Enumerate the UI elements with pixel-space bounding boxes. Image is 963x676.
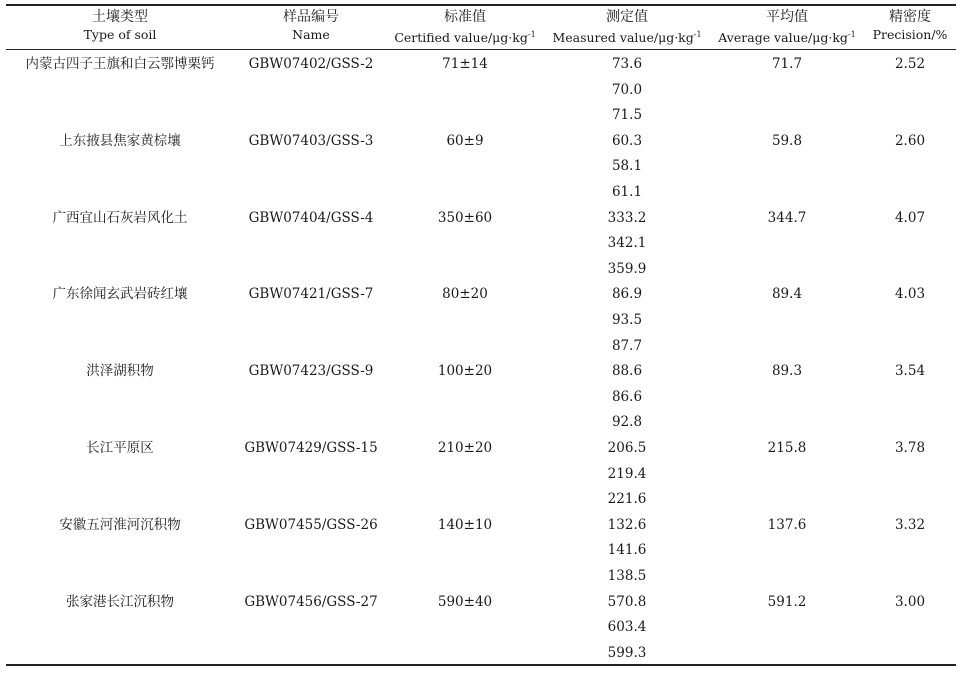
measured-value-cell: 93.5 <box>611 312 643 328</box>
table-top-rule <box>6 4 956 6</box>
measured-value-cell: 58.1 <box>611 158 643 175</box>
soil-type-cell: 洪泽湖积物 <box>86 363 154 380</box>
measured-value-cell: 342.1 <box>607 235 647 252</box>
measured-value-cell: 221.6 <box>607 491 647 508</box>
col-header-precision <box>873 8 948 43</box>
measured-value-cell: 70.0 <box>611 81 643 98</box>
precision-cell: 2.60 <box>894 132 926 149</box>
header-cn-label: 精密度 <box>889 9 931 25</box>
header-cn-label: 样品编号 <box>283 9 339 25</box>
col-header-certified-value <box>394 8 535 46</box>
header-unit-exponent: -1 <box>527 30 536 39</box>
sample-name-cell: GBW07455/GSS-26 <box>244 516 378 533</box>
precision-cell: 3.00 <box>894 593 926 610</box>
precision-cell: 3.54 <box>894 363 926 380</box>
col-header-soil-type <box>84 8 157 43</box>
average-value-cell: 344.7 <box>767 209 807 226</box>
average-value-cell: 59.8 <box>771 132 803 149</box>
measured-value-cell: 73.6 <box>611 56 643 72</box>
col-header-sample-name <box>283 8 339 43</box>
sample-name-cell: GBW07423/GSS-9 <box>248 363 374 380</box>
header-cn-label: 土壤类型 <box>92 9 148 25</box>
precision-cell: 4.03 <box>894 286 926 303</box>
header-cn-label: 标准值 <box>444 9 486 25</box>
soil-type-cell: 广东徐闻玄武岩砖红壤 <box>52 286 188 303</box>
header-unit-exponent: -1 <box>847 30 856 39</box>
sample-name-cell: GBW07402/GSS-2 <box>248 56 374 72</box>
measured-value-cell: 359.9 <box>607 260 647 277</box>
measured-value-cell: 206.5 <box>607 440 647 456</box>
header-cn-label: 平均值 <box>766 9 808 25</box>
soil-type-cell: 长江平原区 <box>86 440 154 456</box>
measured-value-cell: 219.4 <box>607 465 647 482</box>
certified-value-cell: 60±9 <box>446 132 484 149</box>
sample-name-cell: GBW07404/GSS-4 <box>248 209 374 226</box>
precision-cell: 3.32 <box>894 516 926 533</box>
precision-cell: 3.78 <box>894 440 926 456</box>
measured-value-cell: 60.3 <box>611 132 643 149</box>
header-en-text: Precision/% <box>872 27 948 42</box>
header-en-label <box>552 27 701 46</box>
sample-name-cell: GBW07403/GSS-3 <box>248 132 374 149</box>
measured-value-cell: 71.5 <box>611 107 643 124</box>
measured-value-cell: 138.5 <box>607 568 647 584</box>
measured-value-cell: 599.3 <box>607 644 647 661</box>
measured-value-cell: 86.6 <box>611 388 643 405</box>
header-en-label <box>873 27 948 43</box>
certified-value-cell: 590±40 <box>437 593 493 610</box>
certified-value-cell: 210±20 <box>437 440 493 456</box>
header-en-label <box>283 27 339 43</box>
soil-type-cell: 上东掖县焦家黄棕壤 <box>59 132 181 149</box>
average-value-cell: 89.3 <box>771 363 803 380</box>
measured-value-cell: 88.6 <box>611 363 643 380</box>
header-cn-label: 测定值 <box>605 9 648 25</box>
average-value-cell: 137.6 <box>767 516 807 533</box>
table-header-rule <box>6 49 956 50</box>
measured-value-cell: 603.4 <box>607 619 647 636</box>
measured-value-cell: 333.2 <box>607 209 647 226</box>
precision-cell: 2.52 <box>894 56 926 72</box>
measured-value-cell: 61.1 <box>611 184 643 200</box>
header-en-label <box>718 27 855 46</box>
soil-type-cell: 内蒙古四子王旗和白云鄂博栗钙 <box>25 56 215 72</box>
average-value-cell: 591.2 <box>767 593 807 610</box>
header-en-text: Name <box>292 27 330 42</box>
measured-value-cell: 570.8 <box>607 593 647 610</box>
table-bottom-rule <box>6 664 956 666</box>
precision-cell: 4.07 <box>894 209 926 226</box>
header-en-text: Measured value/μg·kg <box>552 30 694 46</box>
certified-value-cell: 80±20 <box>442 286 488 303</box>
measured-value-cell: 132.6 <box>607 516 647 533</box>
header-en-text: Type of soil <box>83 27 157 42</box>
average-value-cell: 89.4 <box>771 286 803 303</box>
header-en-label <box>394 27 535 46</box>
certified-value-cell: 140±10 <box>437 516 493 533</box>
measured-value-cell: 87.7 <box>611 337 643 354</box>
soil-type-cell: 广西宜山石灰岩风化土 <box>52 209 188 226</box>
header-en-text: Certified value/μg·kg <box>394 30 528 46</box>
header-en-text: Average value/μg·kg <box>718 30 848 46</box>
measured-value-cell: 92.8 <box>611 414 643 431</box>
sample-name-cell: GBW07421/GSS-7 <box>248 286 374 303</box>
sample-name-cell: GBW07456/GSS-27 <box>244 593 378 610</box>
soil-type-cell: 张家港长江沉积物 <box>66 593 174 610</box>
header-unit-exponent: -1 <box>693 30 702 39</box>
measured-value-cell: 141.6 <box>607 542 647 559</box>
certified-value-cell: 100±20 <box>437 363 493 380</box>
measured-value-cell: 86.9 <box>611 286 643 303</box>
average-value-cell: 215.8 <box>767 440 807 456</box>
col-header-average-value <box>718 8 855 46</box>
certified-value-cell: 350±60 <box>437 209 493 226</box>
average-value-cell: 71.7 <box>771 56 803 72</box>
sample-name-cell: GBW07429/GSS-15 <box>244 440 378 456</box>
header-en-label <box>84 27 157 43</box>
certified-value-cell: 71±14 <box>442 56 488 72</box>
col-header-measured-value <box>552 8 701 46</box>
soil-type-cell: 安徽五河淮河沉积物 <box>59 516 181 533</box>
